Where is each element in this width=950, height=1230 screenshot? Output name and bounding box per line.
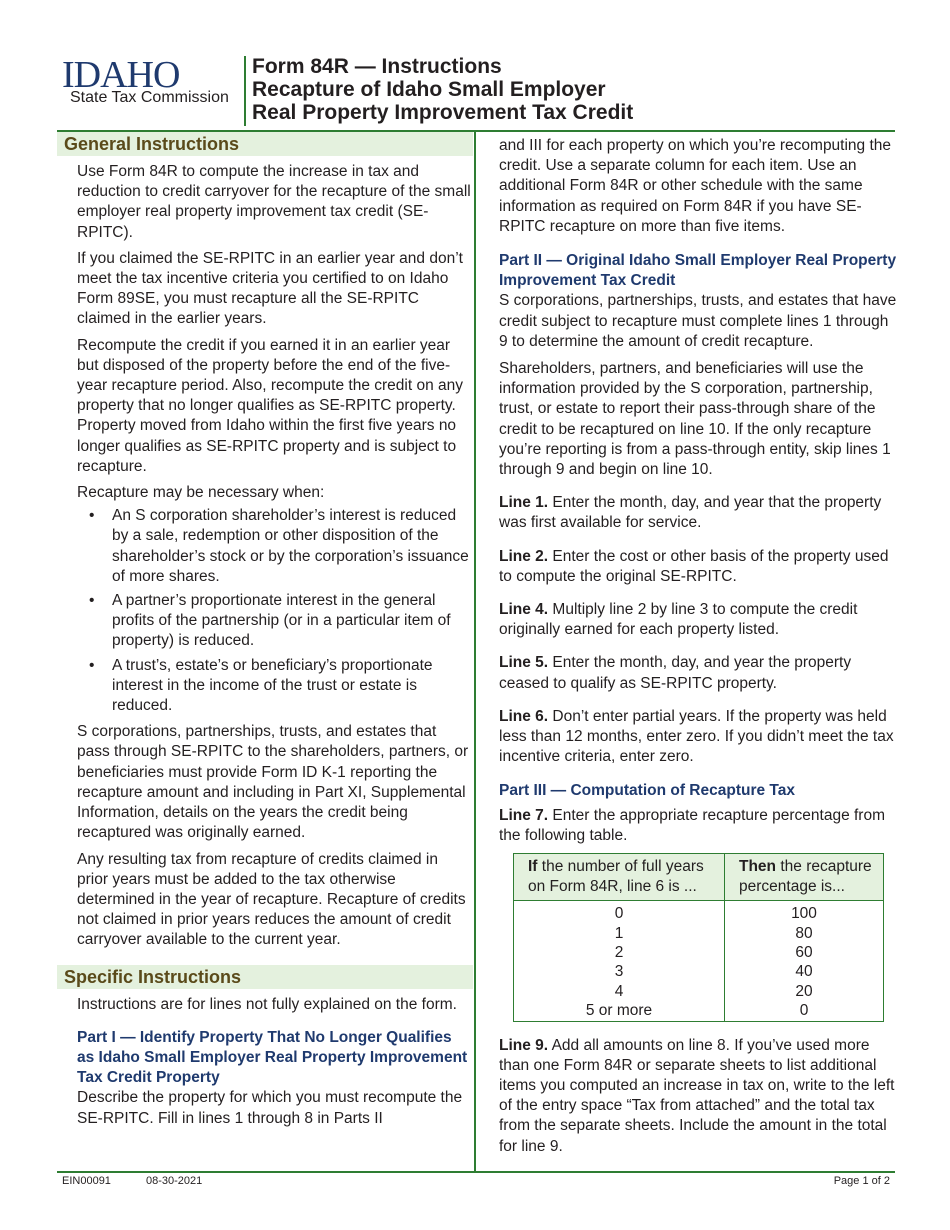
specific-instructions-body bbox=[57, 995, 473, 1129]
page-title bbox=[252, 55, 633, 124]
line-1-instruction: Line 1. Enter the month, day, and year that the property was first available for service. bbox=[499, 494, 882, 532]
recapture-percentage-table bbox=[513, 853, 884, 1021]
general-paragraph-6: Any resulting tax from recapture of credits claimed in prior years must be added to the tax otherwise determined in the year of recapture. Recapture of credits not claimed in prior years reduces the amount of credit carryover available to the current year. bbox=[77, 850, 466, 949]
line-6-instruction: Line 6. Don’t enter partial years. If the property was held less than 12 months, enter zero. If you didn’t meet the tax incentive criteria, enter zero. bbox=[499, 707, 894, 766]
part-2-heading: Part II — Original Idaho Small Employer Real Property Improvement Tax Credit bbox=[499, 252, 897, 290]
right-column bbox=[499, 136, 897, 1157]
title-line-3: Real Property Improvement Tax Credit bbox=[252, 101, 634, 124]
bullet-icon: • bbox=[89, 507, 95, 525]
list-item: • An S corporation shareholder’s interest is reduced by a sale, redemption or other disposition of the shareholder’s stock or by the corporation’s issuance of more shares. bbox=[89, 507, 469, 585]
logo-subtitle: State Tax Commission bbox=[70, 89, 229, 106]
list-item: • A trust’s, estate’s or beneficiary’s proportionate interest in the income of the trust or estate is reduced. bbox=[89, 656, 433, 715]
footer-revision-date: 08-30-2021 bbox=[146, 1175, 203, 1187]
bottom-rule bbox=[57, 1171, 895, 1173]
recapture-conditions-list bbox=[77, 506, 471, 716]
part-1-text-start: Describe the property for which you must recompute the SE-RPITC. Fill in lines 1 through 8 in Parts II bbox=[77, 1089, 463, 1127]
list-item: • A partner’s proportionate interest in the general profits of the partnership (or in a particular item of property) is reduced. bbox=[89, 592, 451, 650]
table-header-percentage: Then the recapture percentage is... bbox=[725, 854, 884, 901]
left-column bbox=[57, 132, 473, 1129]
bullet-icon: • bbox=[89, 592, 95, 610]
table-row: 0 100 bbox=[514, 901, 884, 924]
line-4-instruction: Line 4. Multiply line 2 by line 3 to compute the credit originally earned for each property listed. bbox=[499, 601, 858, 639]
idaho-tax-commission-logo bbox=[62, 56, 242, 112]
table-row: 4 20 bbox=[514, 982, 884, 1001]
line-5-instruction: Line 5. Enter the month, day, and year the property ceased to qualify as SE-RPITC property. bbox=[499, 654, 852, 692]
footer-form-id: EIN00091 bbox=[62, 1175, 111, 1187]
part-1-heading: Part I — Identify Property That No Longer Qualifies as Idaho Small Employer Real Property Improvement Tax Credit Property bbox=[77, 1028, 468, 1087]
column-divider bbox=[474, 132, 476, 1172]
general-paragraph-2: If you claimed the SE-RPITC in an earlier year and don’t meet the tax incentive criteria you certified to on Idaho Form 89SE, you must recapture all the SE-RPITC claimed in the earlier years. bbox=[77, 249, 463, 328]
logo-wordmark: IDAHO bbox=[62, 54, 180, 96]
specific-instructions-heading: Specific Instructions bbox=[57, 965, 473, 989]
specific-intro: Instructions are for lines not fully explained on the form. bbox=[77, 995, 457, 1013]
part-1-text-continued: and III for each property on which you’re recomputing the credit. Use a separate column for each item. Use an additional Form 84R or other schedule with the same information as required on Form 84R if you have SE-RPITC recapture on more than five items. bbox=[499, 137, 892, 235]
table-row: 3 40 bbox=[514, 962, 884, 981]
title-line-2: Recapture of Idaho Small Employer bbox=[252, 78, 606, 101]
part-2-paragraph-1: S corporations, partnerships, trusts, and estates that have credit subject to recapture must complete lines 1 through 9 to determine the amount of credit recapture. bbox=[499, 292, 897, 350]
line-2-instruction: Line 2. Enter the cost or other basis of the property used to compute the original SE-RPITC. bbox=[499, 547, 889, 585]
part-3-heading: Part III — Computation of Recapture Tax bbox=[499, 782, 795, 800]
part-2-paragraph-2: Shareholders, partners, and beneficiaries will use the information provided by the S corporation, partnership, trust, or estate to report their pass-through share of the credit to be recaptured on line 10. If the only recapture you’re reporting is from a pass-through entity, skip lines 1 through 9 and begin on line 10. bbox=[499, 360, 891, 479]
bullet-icon: • bbox=[89, 656, 95, 674]
line-7-instruction: Line 7. Enter the appropriate recapture percentage from the following table. bbox=[499, 806, 886, 844]
title-line-1: Form 84R — Instructions bbox=[252, 55, 502, 78]
table-row: 1 80 bbox=[514, 924, 884, 943]
general-paragraph-1: Use Form 84R to compute the increase in tax and reduction to credit carryover for the recapture of the small employer real property improvement tax credit (SE-RPITC). bbox=[77, 163, 471, 241]
table-header-row bbox=[514, 854, 884, 901]
general-instructions-body bbox=[57, 162, 473, 951]
general-paragraph-4: Recapture may be necessary when: bbox=[77, 484, 325, 502]
header-divider bbox=[244, 56, 246, 126]
general-paragraph-5: S corporations, partnerships, trusts, and estates that pass through SE-RPITC to the shareholders, partners, or beneficiaries must provide Form ID K-1 reporting the recapture amount and including in Part XI, Supplemental Information, details on the years the credit being recaptured was originally earned. bbox=[77, 723, 469, 842]
line-9-instruction: Line 9. Add all amounts on line 8. If you’ve used more than one Form 84R or separate sheets to list additional items you computed an increase in tax on, write to the left of the entry space “Tax from attached” and the total tax from the separate sheets. Include the amount in the total for line 9. bbox=[499, 1036, 895, 1155]
footer-page-number: Page 1 of 2 bbox=[833, 1175, 890, 1187]
table-row: 2 60 bbox=[514, 943, 884, 962]
general-instructions-heading: General Instructions bbox=[57, 132, 473, 156]
table-header-years: If the number of full years on Form 84R, line 6 is ... bbox=[514, 854, 725, 901]
table-row: 5 or more 0 bbox=[514, 1001, 884, 1021]
general-paragraph-3: Recompute the credit if you earned it in an earlier year but disposed of the property before the end of the five-year recapture period. Also, recompute the credit on any property that no longer qualifies as SE-RPITC property. Property moved from Idaho within the first five years no longer qualifies as SE-RPITC property and is subject to recapture. bbox=[77, 336, 463, 475]
